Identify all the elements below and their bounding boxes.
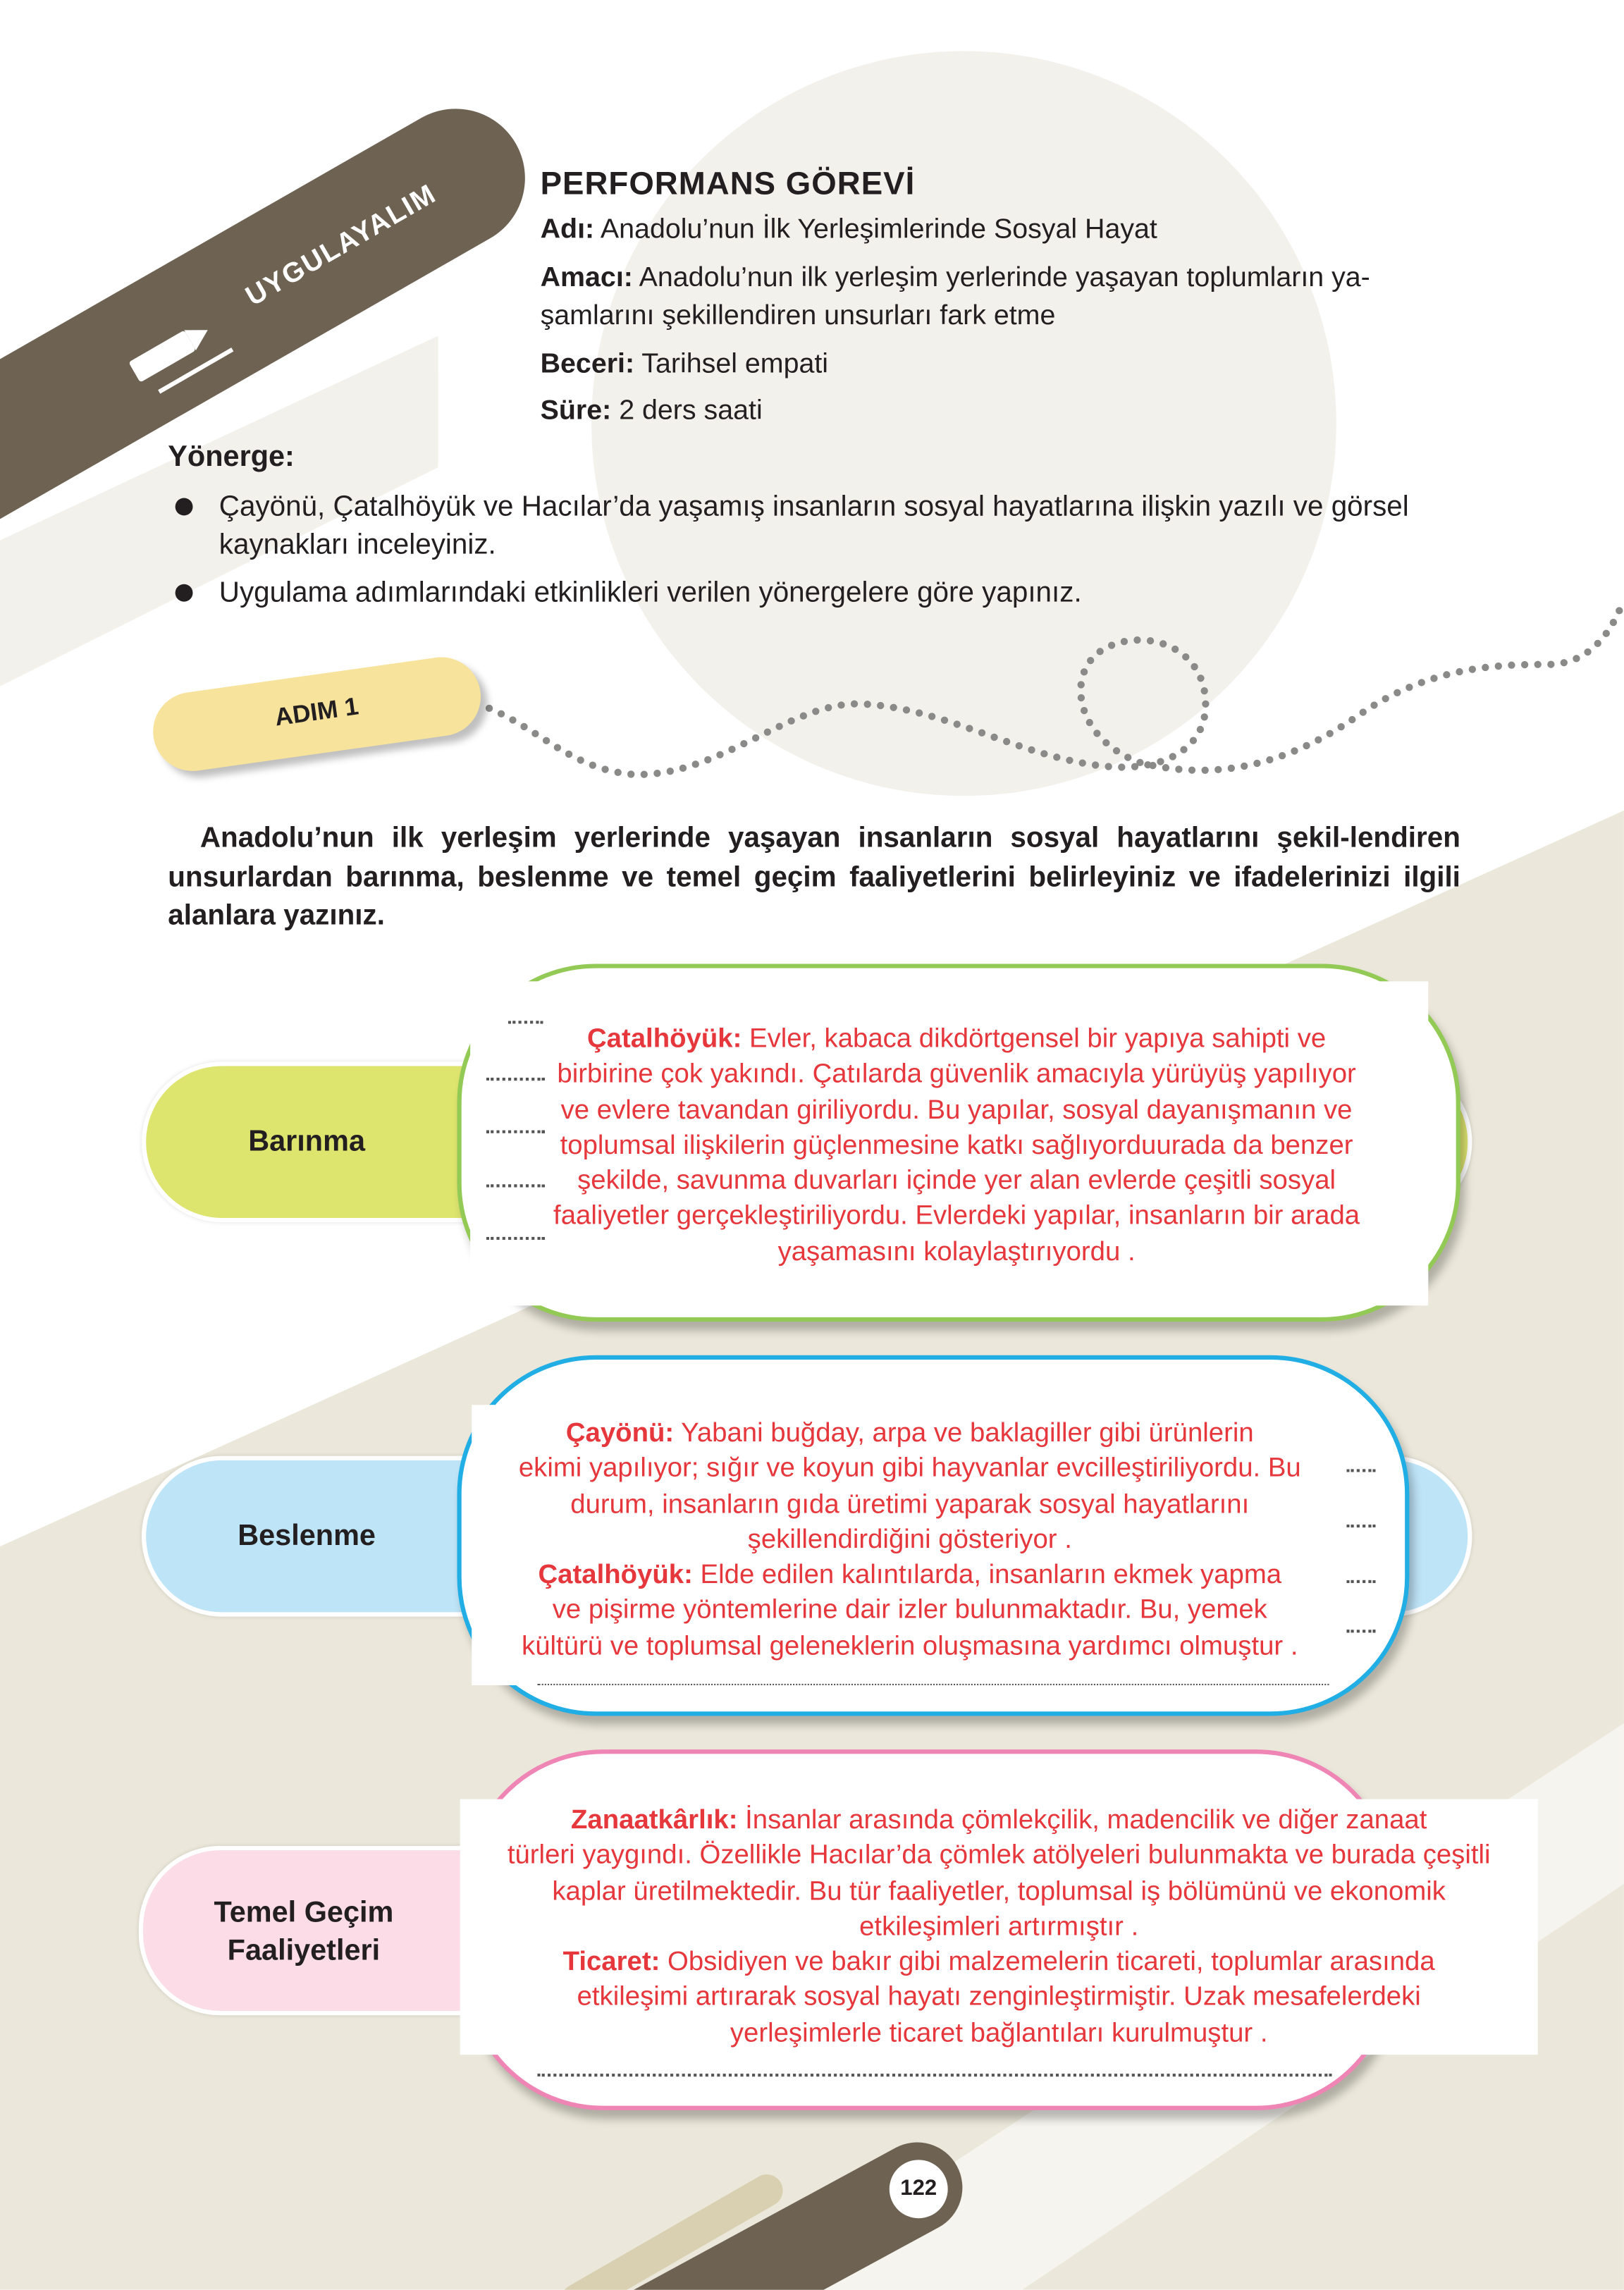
- answer-text: yerleşimlerle ticaret bağlantıları kurulmuştur .: [730, 2016, 1268, 2048]
- answer-text: yaşamasını kolaylaştırıyordu .: [777, 1235, 1136, 1266]
- task-name: [541, 211, 1475, 250]
- answer-text: toplumsal ilişkilerin güçlenmesine katkı sağlıyorduurada da benzer: [560, 1128, 1353, 1159]
- answer-line: [472, 1486, 1348, 1521]
- answer-line: [465, 1873, 1534, 1908]
- answer-text: Yabani buğday, arpa ve baklagiller gibi ürünlerin: [674, 1416, 1254, 1448]
- answer-line: [472, 1557, 1348, 1592]
- purpose-value-2: şamlarını şekillendiren unsurları fark etme: [540, 300, 1056, 332]
- writing-dots: [1346, 1469, 1375, 1472]
- name-label: Adı:: [540, 214, 595, 246]
- duration-label: Süre:: [540, 395, 612, 426]
- answer-line: [465, 1944, 1534, 1979]
- answer-keyword: Ticaret:: [562, 1945, 660, 1976]
- instructions-heading: Yönerge:: [168, 441, 295, 474]
- answer-text: durum, insanların gıda üretimi yaparak sosyal hayatlarını: [570, 1487, 1250, 1518]
- task-title: PERFORMANS GÖREVİ: [540, 165, 916, 202]
- answer-keyword: Çayönü:: [565, 1416, 675, 1448]
- temel-gecim-label: [143, 1894, 465, 1970]
- label-line: Faaliyetleri: [227, 1935, 381, 1967]
- answer-line: [472, 1592, 1348, 1627]
- answer-text: Elde edilen kalıntılarda, insanların ekmek yapma: [692, 1558, 1282, 1589]
- answer-line: [472, 1522, 1348, 1557]
- instruction-item: Uygulama adımlarındaki etkinlikleri verilen yönergelere göre yapınız.: [219, 577, 1082, 609]
- answer-text: etkileşimleri artırmıştır .: [859, 1909, 1139, 1941]
- answer-text: İnsanlar arasında çömlekçilik, madencilik ve diğer zanaat: [737, 1803, 1427, 1835]
- answer-text: ve pişirme yöntemlerine dair izler bulunmaktadır. Bu, yemek: [552, 1594, 1267, 1625]
- answer-text: ve evlere tavandan giriliyordu. Bu yapılar, sosyal dayanışmanın ve: [560, 1093, 1353, 1124]
- task-skill: [541, 346, 1475, 384]
- answer-text: şekillendirdiğini gösteriyor .: [747, 1522, 1072, 1554]
- answer-keyword: Çatalhöyük:: [586, 1022, 742, 1053]
- answer-line: [465, 1979, 1534, 2014]
- writing-dots: [1346, 1580, 1375, 1583]
- answer-text: Evler, kabaca dikdörtgensel bir yapıya sahipti ve: [742, 1022, 1327, 1053]
- answer-line: [482, 1198, 1432, 1233]
- answer-line: [482, 1233, 1432, 1269]
- barinma-answer-text: [482, 1021, 1432, 1269]
- skill-value: Tarihsel empati: [634, 349, 829, 380]
- purpose-value: Anadolu’nun ilk yerleşim yerlerinde yaşayan toplumların ya-: [632, 262, 1370, 294]
- answer-line: [472, 1628, 1348, 1663]
- badge-label: UYGULAYALIM: [240, 178, 443, 313]
- answer-line: [465, 1909, 1534, 1944]
- answer-line: [482, 1092, 1432, 1127]
- duration-value: 2 ders saati: [611, 395, 763, 426]
- answer-text: şekilde, savunma duvarları içinde yer alan evlerde çeşitli sosyal: [577, 1164, 1336, 1195]
- answer-line: [472, 1451, 1348, 1486]
- task-duration: [541, 393, 1475, 431]
- instruction-item: Çayönü, Çatalhöyük ve Hacılar’da yaşamış insanların sosyal hayatlarına ilişkin yazılı ve görsel kaynakları inceleyiniz.: [219, 491, 1409, 561]
- skill-label: Beceri:: [540, 349, 635, 380]
- answer-line: [465, 1802, 1534, 1837]
- task-prompt: Anadolu’nun ilk yerleşim yerlerinde yaşayan insanların sosyal hayatlarını şekil-lendiren unsurlardan barınma, beslenme ve temel geçim faaliyetlerini belirleyiniz ve ifadelerinizi ilgili alanlara yazınız.: [168, 822, 1460, 932]
- answer-text: ekimi yapılıyor; sığır ve koyun gibi hayvanlar evcilleştiriliyordu. Bu: [518, 1452, 1301, 1483]
- answer-text: Obsidiyen ve bakır gibi malzemelerin ticareti, toplumlar arasında: [660, 1945, 1435, 1976]
- writing-dots: [1346, 1525, 1375, 1527]
- purpose-label: Amacı:: [540, 262, 633, 294]
- temel-gecim-answer-text: [465, 1802, 1534, 2050]
- step-label: ADIM 1: [273, 692, 361, 732]
- bullet-icon: [176, 498, 193, 516]
- answer-line: [472, 1415, 1348, 1451]
- task-purpose: [541, 260, 1475, 336]
- name-value: Anadolu’nun İlk Yerleşimlerinde Sosyal Hayat: [594, 214, 1157, 246]
- beslenme-label: Beslenme: [238, 1520, 376, 1553]
- answer-line: [482, 1021, 1432, 1056]
- answer-line: [465, 2015, 1534, 2050]
- writing-dots: [1346, 1630, 1375, 1632]
- answer-text: türleri yaygındı. Özellikle Hacılar’da çömlek atölyeleri bulunmakta ve burada çeşitli: [507, 1839, 1491, 1870]
- barinma-label: Barınma: [248, 1126, 366, 1159]
- page-number: 122: [890, 2160, 948, 2218]
- answer-text: etkileşimi artırarak sosyal hayatı zenginleştirmiştir. Uzak mesafelerdeki: [577, 1981, 1421, 2012]
- writing-dots: [537, 1684, 1329, 1685]
- writing-dots: [537, 2074, 1331, 2076]
- bullet-icon: [176, 584, 193, 602]
- answer-text: kaplar üretilmektedir. Bu tür faaliyetler, toplumsal iş bölümünü ve ekonomik: [552, 1874, 1446, 1905]
- answer-text: faaliyetler gerçekleştiriliyordu. Evlerdeki yapılar, insanların bir arada: [553, 1200, 1360, 1231]
- label-line: Temel Geçim: [214, 1897, 394, 1929]
- answer-line: [465, 1837, 1534, 1873]
- answer-keyword: Çatalhöyük:: [538, 1558, 693, 1589]
- answer-line: [482, 1057, 1432, 1092]
- answer-text: birbirine çok yakındı. Çatılarda güvenlik amacıyla yürüyüş yapılıyor: [557, 1057, 1356, 1089]
- beslenme-answer-text: [472, 1415, 1348, 1663]
- answer-text: kültürü ve toplumsal geleneklerin oluşmasına yardımcı olmuştur .: [522, 1629, 1298, 1661]
- answer-line: [482, 1163, 1432, 1198]
- answer-line: [482, 1127, 1432, 1162]
- answer-keyword: Zanaatkârlık:: [570, 1803, 738, 1835]
